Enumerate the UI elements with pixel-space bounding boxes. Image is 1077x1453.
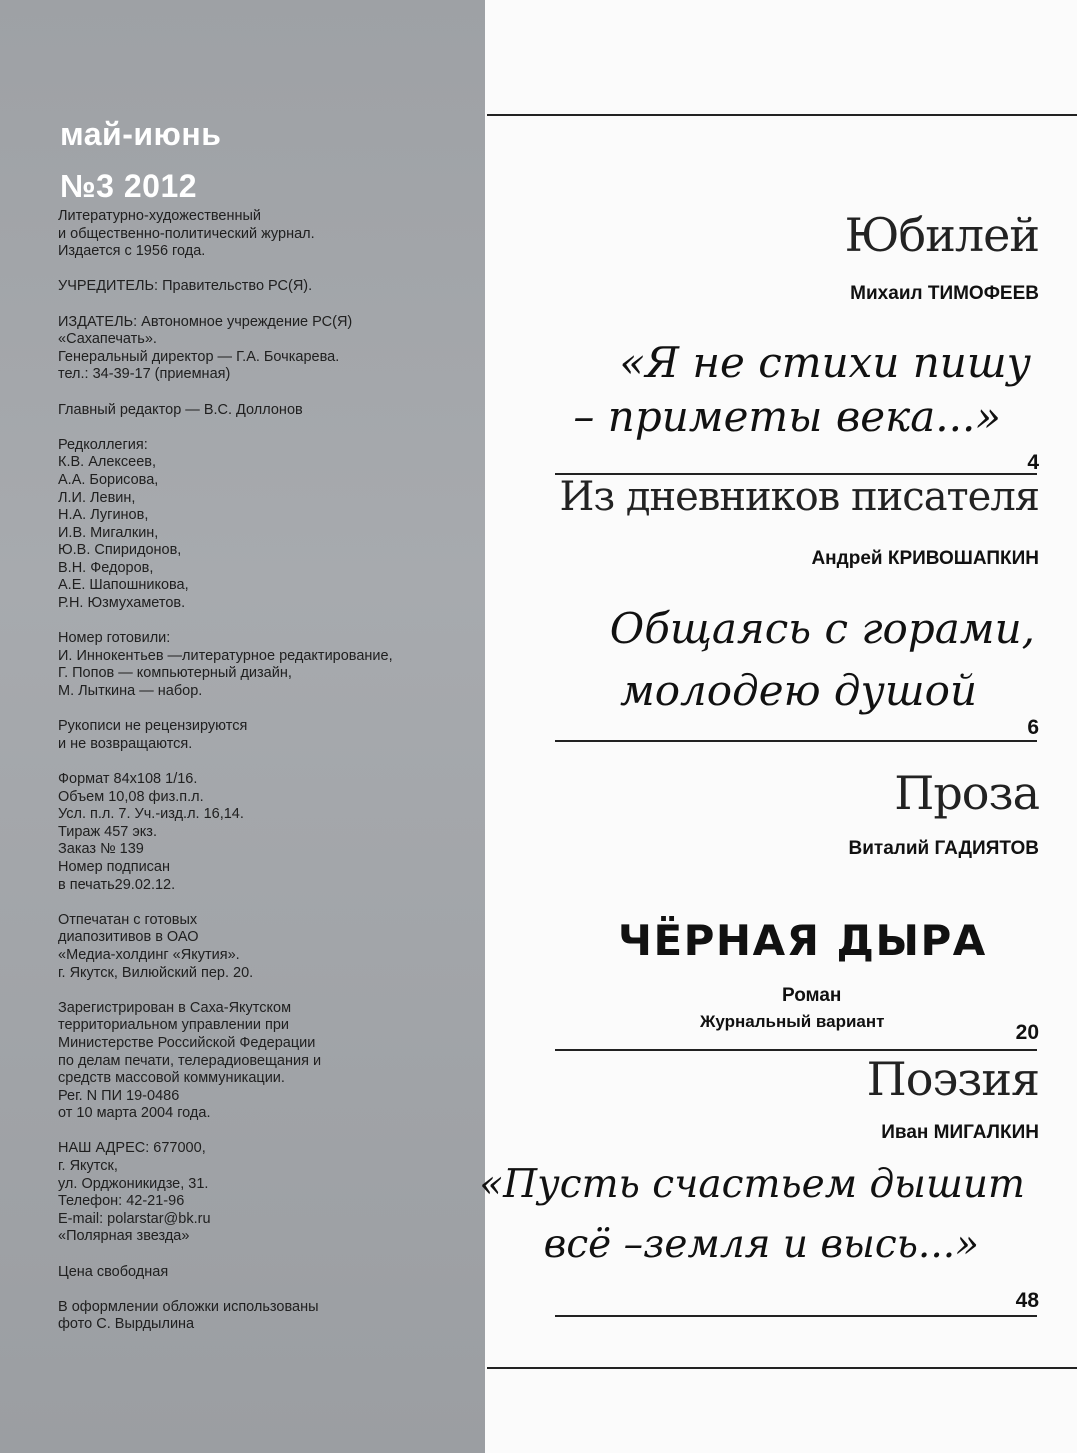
page-number: 48 [1015, 1289, 1039, 1312]
imprint-line: НАШ АДРЕС: 677000, [58, 1140, 206, 1157]
novel-title: ЧЁРНАЯ ДЫРА [618, 916, 987, 965]
imprint-line: Издается с 1956 года. [58, 243, 206, 260]
article-title-line-1: «Я не стихи пишу [619, 338, 1031, 387]
imprint-text [58, 208, 393, 1334]
imprint-line [58, 1123, 393, 1141]
imprint-line [58, 261, 393, 279]
imprint-line: диапозитивов в ОАО [58, 929, 199, 946]
article-title-line-2: молодею душой [619, 666, 977, 715]
author-name: Михаил ТИМОФЕЕВ [850, 283, 1039, 304]
imprint-line: «Полярная звезда» [58, 1228, 190, 1245]
imprint-line: Л.И. Левин, [58, 489, 136, 506]
imprint-line [58, 1246, 393, 1264]
imprint-line: Рукописи не рецензируются [58, 718, 248, 735]
page-number: 20 [1015, 1021, 1039, 1044]
page-number: 6 [1027, 716, 1039, 739]
imprint-line [58, 894, 393, 912]
imprint-line: В.Н. Федоров, [58, 559, 154, 576]
imprint-line: Номер подписан [58, 858, 170, 875]
imprint-line: ул. Орджоникидзе, 31. [58, 1175, 209, 1192]
imprint-line: фото С. Вырдылина [58, 1316, 195, 1333]
article-title-line-2: всё –земля и высь...» [543, 1222, 979, 1267]
imprint-line: Главный редактор — В.С. Доллонов [58, 401, 303, 418]
imprint-line [58, 1281, 393, 1299]
imprint-line: г. Якутск, [58, 1158, 118, 1175]
variant-label: Журнальный вариант [700, 1012, 885, 1031]
imprint-line: Отпечатан с готовых [58, 911, 198, 928]
imprint-line: Тираж 457 экз. [58, 823, 157, 840]
imprint-line [58, 384, 393, 402]
imprint-line: Министерстве Российской Федерации [58, 1034, 316, 1051]
issue-number: №3 2012 [60, 168, 198, 204]
imprint-line: Генеральный директор — Г.А. Бочкарева. [58, 348, 340, 365]
imprint-line: Телефон: 42-21-96 [58, 1193, 185, 1210]
imprint-line: Усл. п.л. 7. Уч.-изд.л. 16,14. [58, 806, 244, 823]
imprint-line: И.В. Мигалкин, [58, 524, 159, 541]
article-title-line-1: «Пусть счастьем дышит [479, 1162, 1025, 1207]
imprint-line: «Медиа-холдинг «Якутия». [58, 946, 240, 963]
section-heading-prose: Проза [894, 766, 1039, 820]
imprint-line: Ю.В. Спиридонов, [58, 542, 182, 559]
imprint-line: территориальном управлении при [58, 1017, 290, 1034]
imprint-line: и общественно-политический журнал. [58, 225, 315, 242]
top-divider [487, 114, 1077, 116]
imprint-line [58, 982, 393, 1000]
page-number: 4 [1027, 451, 1039, 474]
imprint-line: Формат 84х108 1/16. [58, 771, 198, 787]
imprint-line [58, 701, 393, 719]
imprint-line: «Сахапечать». [58, 331, 157, 348]
imprint-line: Н.А. Лугинов, [58, 507, 149, 524]
imprint-line: А.Е. Шапошникова, [58, 577, 189, 594]
imprint-line: Г. Попов — компьютерный дизайн, [58, 665, 292, 682]
author-name: Андрей КРИВОШАПКИН [811, 548, 1039, 569]
imprint-line: Зарегистрирован в Саха-Якутском [58, 999, 292, 1016]
imprint-line: Р.Н. Юзмухаметов. [58, 595, 186, 612]
imprint-line: Заказ № 139 [58, 841, 144, 858]
imprint-line [58, 613, 393, 631]
imprint-line: и не возвращаются. [58, 735, 193, 752]
imprint-line: г. Якутск, Вилюйский пер. 20. [58, 964, 254, 981]
article-title-line-1: Общаясь с горами, [609, 604, 1035, 653]
genre-label: Роман [782, 985, 842, 1006]
article-title-line-2: – приметы века...» [573, 392, 1001, 441]
imprint-line [58, 296, 393, 314]
author-name: Иван МИГАЛКИН [881, 1122, 1039, 1143]
section-heading-poetry: Поэзия [866, 1052, 1039, 1106]
imprint-line: средств массовой коммуникации. [58, 1070, 285, 1087]
imprint-line: А.А. Борисова, [58, 471, 159, 488]
imprint-panel [0, 0, 485, 1453]
divider [555, 740, 1037, 742]
section-heading-jubilee: Юбилей [844, 208, 1039, 262]
imprint-line: в печать29.02.12. [58, 876, 176, 893]
imprint-line: E-mail: polarstar@bk.ru [58, 1210, 211, 1227]
imprint-line: В оформлении обложки использованы [58, 1298, 319, 1315]
issue-months: май-июнь [60, 116, 222, 152]
imprint-line: И. Иннокентьев —литературное редактирование, [58, 647, 393, 664]
imprint-line [58, 419, 393, 437]
imprint-line: по делам печати, телерадиовещания и [58, 1052, 322, 1069]
divider [555, 1049, 1037, 1051]
imprint-line: тел.: 34-39-17 (приемная) [58, 366, 231, 383]
imprint-line: Рег. N ПИ 19-0486 [58, 1087, 180, 1104]
imprint-line: К.В. Алексеев, [58, 454, 157, 471]
imprint-line: М. Лыткина — набор. [58, 683, 203, 700]
author-name: Виталий ГАДИЯТОВ [848, 838, 1039, 859]
imprint-line: от 10 марта 2004 года. [58, 1105, 211, 1122]
imprint-line: Объем 10,08 физ.п.л. [58, 788, 204, 805]
imprint-line: Номер готовили: [58, 630, 171, 647]
imprint-line: ИЗДАТЕЛЬ: Автономное учреждение РС(Я) [58, 313, 353, 330]
bottom-divider [487, 1367, 1077, 1369]
imprint-line: Цена свободная [58, 1263, 169, 1280]
imprint-line: УЧРЕДИТЕЛЬ: Правительство РС(Я). [58, 278, 313, 295]
section-heading-diaries: Из дневников писателя [559, 474, 1039, 520]
imprint-line: Литературно-художественный [58, 208, 261, 224]
divider [555, 1315, 1037, 1317]
imprint-line: Редколлегия: [58, 436, 148, 453]
imprint-line [58, 753, 393, 771]
